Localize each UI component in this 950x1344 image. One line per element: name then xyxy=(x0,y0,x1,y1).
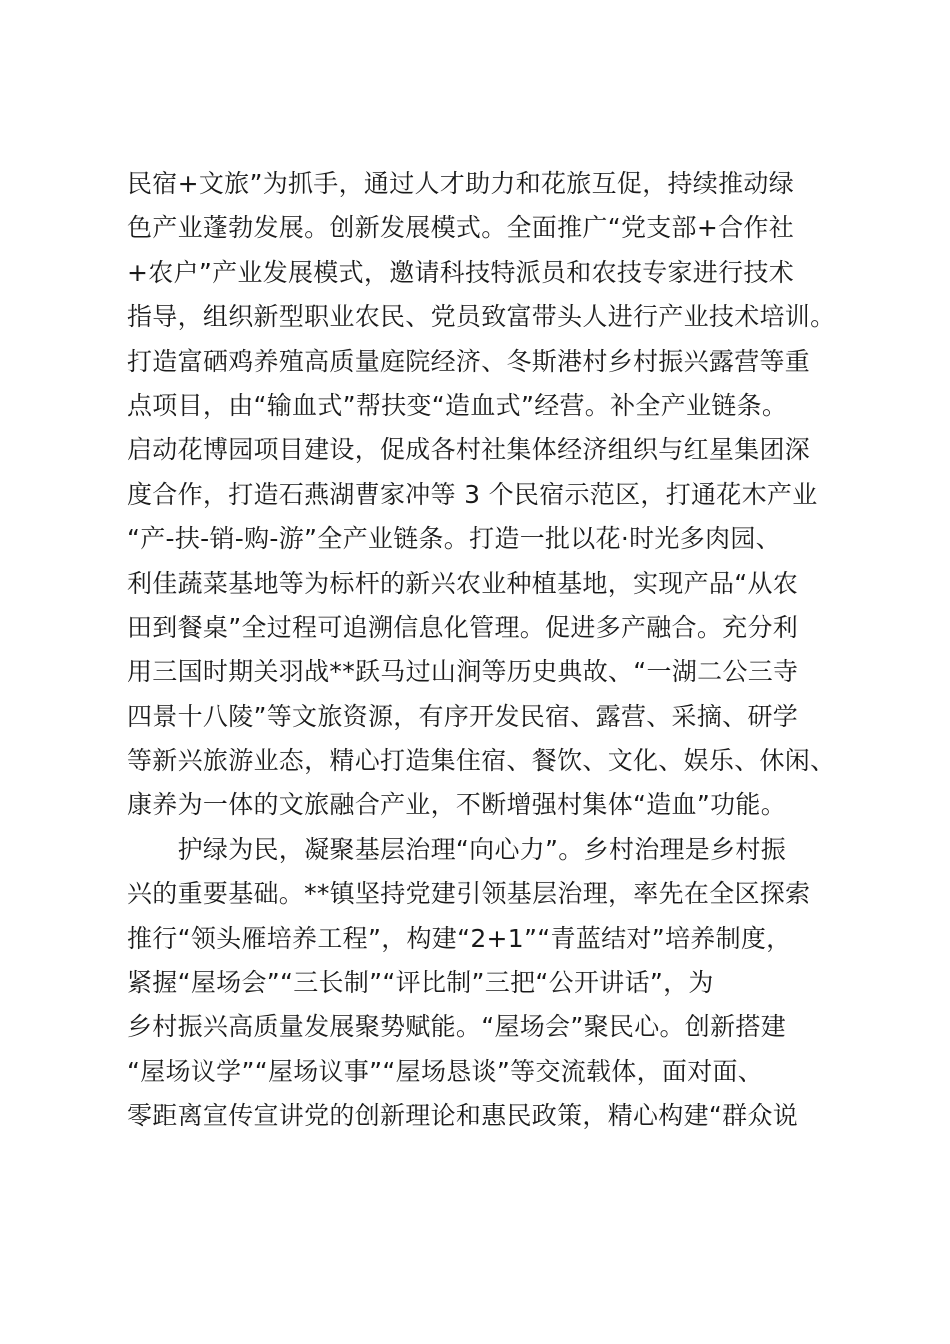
text-line: 色产业蓬勃发展。创新发展模式。全面推广“党支部+合作社 xyxy=(127,213,795,243)
text-line: “产-扶-销-购-游”全产业链条。打造一批以花·时光多肉园、 xyxy=(127,524,781,554)
text-line: 民宿+文旅”为抓手，通过人才助力和花旅互促，持续推动绿 xyxy=(127,169,795,198)
text-line: 兴的重要基础。**镇坚持党建引领基层治理，率先在全区探索 xyxy=(127,879,811,909)
text-line: 四景十八陵”等文旅资源，有序开发民宿、露营、采摘、研学 xyxy=(127,701,799,731)
text-line: “屋场议学”“屋场议事”“屋场恳谈”等交流载体，面对面、 xyxy=(127,1056,764,1086)
body-text xyxy=(127,162,847,1139)
text-line: 度合作，打造石燕湖曹家冲等 3 个民宿示范区，打通花木产业 xyxy=(127,479,818,509)
text-line: +农户”产业发展模式，邀请科技特派员和农技专家进行技术 xyxy=(127,257,795,287)
text-line: 田到餐桌”全过程可追溯信息化管理。促进多产融合。充分利 xyxy=(127,612,799,642)
text-line: 利佳蔬菜基地等为标杆的新兴农业种植基地，实现产品“从农 xyxy=(127,568,799,598)
text-line: 用三国时期关羽战**跃马过山涧等历史典故、“一湖二公三寺 xyxy=(127,657,799,687)
text-line: 推行“领头雁培养工程”，构建“2+1”“青蓝结对”培养制度， xyxy=(127,923,792,953)
text-line: 等新兴旅游业态，精心打造集住宿、餐饮、文化、娱乐、休闲、 xyxy=(127,746,836,776)
paragraph-start-line: 护绿为民，凝聚基层治理“向心力”。乡村治理是乡村振 xyxy=(127,834,787,864)
text-line: 零距离宣传宣讲党的创新理论和惠民政策，精心构建“群众说 xyxy=(127,1101,799,1131)
text-line: 指导，组织新型职业农民、党员致富带头人进行产业技术培训。 xyxy=(127,302,836,332)
text-line: 紧握“屋场会”“三长制”“评比制”三把“公开讲话”，为 xyxy=(127,968,714,998)
text-line: 打造富硒鸡养殖高质量庭院经济、冬斯港村乡村振兴露营等重 xyxy=(127,346,811,376)
text-line: 启动花博园项目建设，促成各村社集体经济组织与红星集团深 xyxy=(127,435,811,465)
text-line: 点项目，由“输血式”帮扶变“造血式”经营。补全产业链条。 xyxy=(127,390,788,420)
text-line: 乡村振兴高质量发展聚势赋能。“屋场会”聚民心。创新搭建 xyxy=(127,1012,787,1042)
text-line: 康养为一体的文旅融合产业，不断增强村集体“造血”功能。 xyxy=(127,790,787,820)
